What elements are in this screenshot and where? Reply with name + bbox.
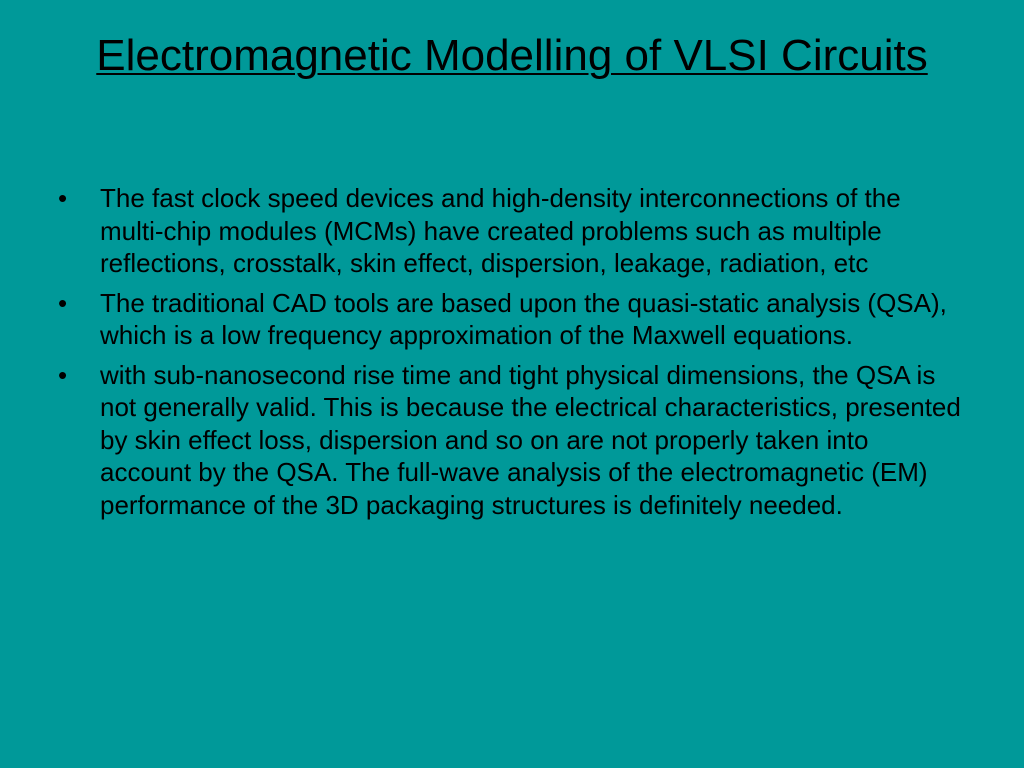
bullet-text: with sub-nanosecond rise time and tight physical dimensions, the QSA is not generally valid. This is because the electrical characteristics, presented by skin effect loss, dispersion and so on are not properly taken into account by the QSA. The full-wave analysis of the electromagnetic (EM) performance of the 3D packaging structures is definitely needed. <box>100 359 961 520</box>
bullet-item <box>56 359 966 522</box>
slide-title: Electromagnetic Modelling of VLSI Circuits <box>96 31 928 80</box>
bullet-text: The traditional CAD tools are based upon the quasi-static analysis (QSA), which is a low frequency approximation of the Maxwell equations. <box>100 287 947 350</box>
bullet-point-icon: • <box>58 287 68 318</box>
bullet-list <box>56 182 966 528</box>
bullet-text: The fast clock speed devices and high-density interconnections of the multi-chip modules (MCMs) have created problems such as multiple reflections, crosstalk, skin effect, dispersion, leakage, radiation, etc <box>100 183 901 278</box>
bullet-point-icon: • <box>58 183 68 213</box>
bullet-item <box>56 182 966 280</box>
bullet-point-icon: • <box>58 359 68 390</box>
bullet-item <box>56 287 966 352</box>
